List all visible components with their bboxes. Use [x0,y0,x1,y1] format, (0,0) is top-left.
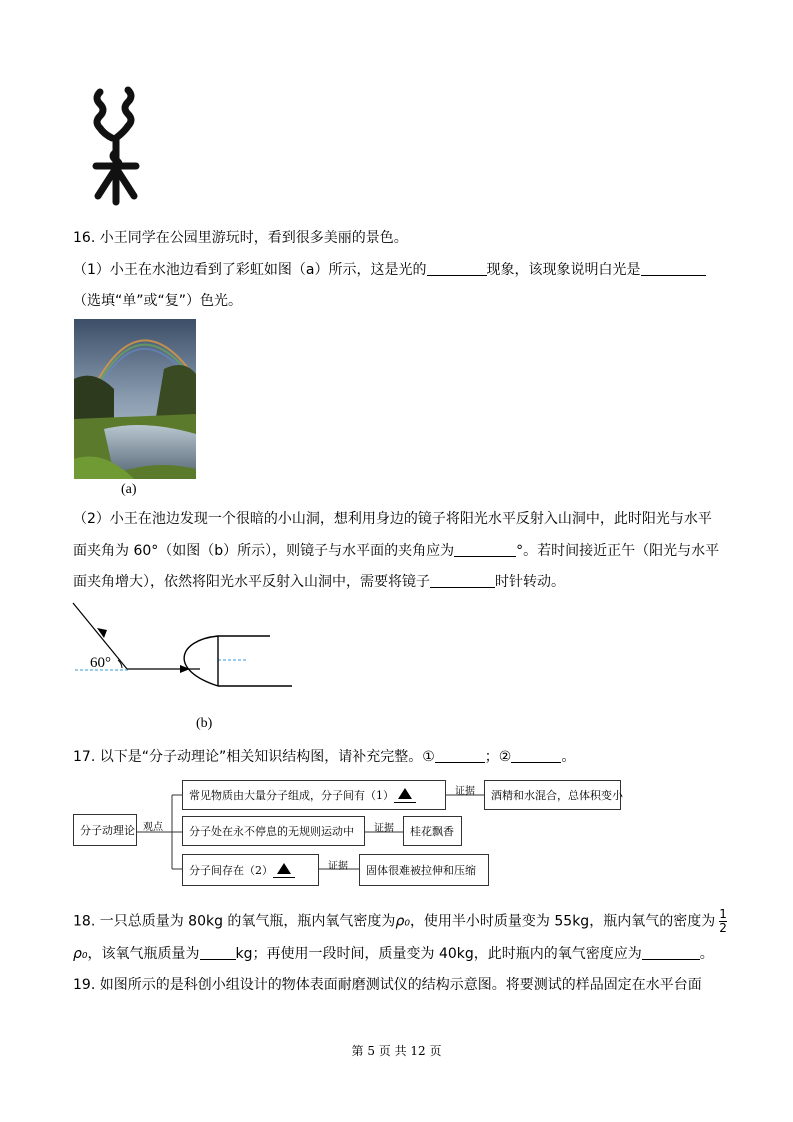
figure-a-caption: (a) [121,482,137,497]
q16-title: 16. 小王同学在公园里游玩时，看到很多美丽的景色。 [73,230,408,246]
q16-part2-line1: （2）小王在池边发现一个很暗的小山洞，想利用身边的镜子将阳光水平反射入山洞中，此时阳光与水平 [73,511,712,527]
q17-blank-1[interactable] [435,748,485,763]
ray-arrow-1 [97,628,107,638]
cave-mouth [184,636,218,686]
q18-blank-2[interactable] [642,945,700,960]
branch1-blank[interactable] [394,788,416,803]
triangle-marker-icon [398,788,412,799]
evidence-label-3: 证据 [328,861,348,872]
evidence-label-2: 证据 [374,823,394,834]
figure-b-caption: (b) [196,716,213,731]
q16-part1-line1: （1）小王在水池边看到了彩虹如图（a）所示，这是光的 现象，该现象说明白光是 [73,260,706,280]
q18-line2: ρ₀，该氧气瓶质量为 kg；再使用一段时间，质量变为 40kg，此时瓶内的氧气密度应为 。 [73,946,714,962]
rho0-symbol: ρ₀ [395,913,410,930]
q16-blank-3[interactable] [454,542,516,557]
q18-line1: 18. 一只总质量为 80kg 的氧气瓶，瓶内氧气密度为ρ₀，使用半小时质量变为 55kg，瓶内氧气的密度为 $\frac{1}{2}$ [73,907,727,935]
evidence-box-1: 酒精和水混合，总体积变小 [484,780,621,810]
q16-blank-4[interactable] [430,573,495,588]
angle-60-label: 60° [90,655,111,671]
fraction-one-half: $\frac{1}{2}$ [719,907,727,935]
q17-text: 17. 以下是“分子动理论”相关知识结构图，请补充完整。① ；② 。 [73,749,576,765]
rainbow-photo [74,319,196,479]
q16-part2-line2: 面夹角为 60°（如图（b）所示），则镜子与水平面的夹角应为 °。若时间接近正午（阳光与水平 [73,543,720,559]
figure-b-diagram [70,598,300,698]
ancient-glyph-image [88,84,144,206]
q18-blank-1[interactable] [200,945,236,960]
branch3-box: 分子间存在（2） [182,854,319,886]
branch2-box: 分子处在永不停息的无规则运动中 [182,816,365,846]
evidence-box-2: 桂花飘香 [403,816,462,846]
evidence-label-1: 证据 [455,786,475,797]
triangle-marker-icon [277,863,291,874]
evidence-box-3: 固体很难被拉伸和压缩 [359,854,489,886]
viewpoint-label: 观点 [143,822,163,833]
branch3-blank[interactable] [273,863,295,878]
q16-part2-line3: 面夹角增大），依然将阳光水平反射入山洞中，需要将镜子 时针转动。 [73,574,565,590]
q17-blank-2[interactable] [511,748,561,763]
page-footer: 第 5 页 共 12 页 [351,1044,442,1058]
q16-blank-2[interactable] [641,261,706,276]
branch1-box: 常见物质由大量分子组成，分子间有（1） [182,780,446,810]
root-box: 分子动理论 [73,814,137,846]
q19-text: 19. 如图所示的是科创小组设计的物体表面耐磨测试仪的结构示意图。将要测试的样品固定在水平台面 [73,977,702,993]
q16-part1-line2: （选填“单”或“复”）色光。 [73,293,243,309]
q16-blank-1[interactable] [427,261,487,276]
